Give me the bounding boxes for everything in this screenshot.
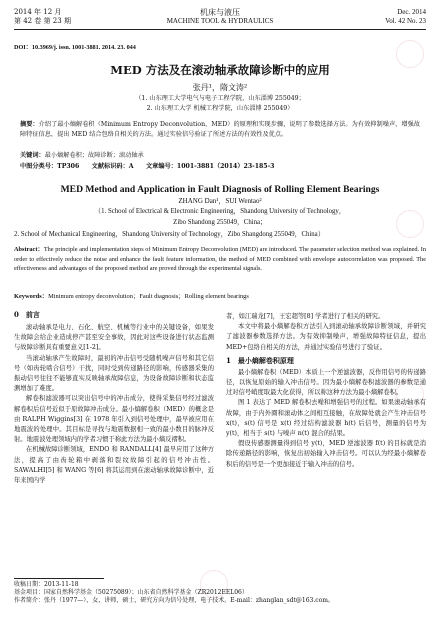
- affiliation-en-3: 2. School of Mechanical Engineering，Shandong University of Technology，Zibo Shangdong 255049，China）: [14, 231, 325, 238]
- watermark-stamp: [200, 570, 228, 598]
- footnote-rule: [14, 578, 104, 579]
- keywords-zh-label: 关键词：: [20, 152, 45, 159]
- right-para-4: 图 1 表达了 MED 解卷积去噪和增强信号的过程。如果滚动轴承有故障，由于内外圈和滚动体之间相互接触，在故障处就会产生冲击信号 x(t)，s(t) 信号是 x(t) 经过结构滤波器 h(t) 后信号，测量的信号为 y(t)，相当于 s(t) 与噪声 n(t) 混合的结果。: [226, 399, 426, 438]
- keywords-zh: [20, 152, 144, 160]
- watermark-stamp: [396, 210, 424, 238]
- keywords-en-text: Minimum entropy deconvolution；Fault diagnosis；Rolling element bearings: [48, 293, 249, 300]
- abstract-en: [14, 245, 426, 274]
- affiliation-zh-2: 2. 山东理工大学 机械工程学院，山东淄博 255049）: [146, 105, 294, 112]
- footnote-fund: 基金项目：国家自然科学基金（50275089）；山东省自然科学基金（ZR2012EEL06）: [14, 589, 248, 596]
- right-para-2: 本文中将最小熵解卷积方法引入到滚动轴承故障诊断领域，并研究了滤波器参数选择方法。为有效抑制噪声，增强故障特征信息，提出 MED+包络自相关的方法，并通过实验信号进行了验证。: [226, 323, 426, 351]
- title-en: MED Method and Application in Fault Diagnosis of Rolling Element Bearings: [60, 184, 380, 195]
- header-left: [14, 8, 71, 26]
- section-1-heading: 1 最小熵解卷积原理: [226, 355, 294, 365]
- authors-en: ZHANG Dan¹，SUI Wentao²: [178, 197, 262, 205]
- issue-date-en: Dec. 2014: [397, 8, 426, 16]
- header-center: [140, 8, 300, 26]
- abstract-zh: [20, 120, 420, 140]
- affiliation-en-2: Zibo Shandong 255049，China；: [173, 219, 267, 226]
- right-para-5: 假设传感器测量得到信号 y(t)，MED 逆滤波器 f(t) 的目标就是消除传递路径的影响，恢复出初始输入冲击信号。可以认为经最小熵解卷积后的信号是一个更加接近于输入冲击的信号。: [226, 440, 426, 468]
- watermark-stamp: [396, 40, 424, 68]
- issue-date: 2014 年 12 月: [14, 8, 62, 16]
- keywords-en-label: Keywords：: [14, 293, 49, 300]
- affiliation-en-1: （1. School of Electrical & Electronic Engineering，Shandong University of Technology，: [94, 208, 346, 215]
- watermark-stamp: [396, 380, 424, 408]
- doi: DOI：10.3969/j. issn. 1001-3881. 2014. 23. 044: [14, 44, 136, 51]
- title-zh: MED 方法及在滚动轴承故障诊断中的应用: [110, 63, 330, 77]
- header-rule: [14, 29, 426, 30]
- left-para-4: 在机械故障诊断领域，ENDO 和 RANDALL[4] 最早应用了这种方法，提高了由齿轮箱中剥落和裂纹故障引起的信号冲击性。SAWALHI[5] 和 WANG 等[6] 将其运用到在滚动轴承故障诊断中，近年来国内学: [14, 446, 214, 485]
- right-para-3: 最小熵解卷积（MED）本质上一个逆滤波器，反作用信号的传递路径，以恢复原始的输入冲击信号。因为最小熵解卷积滤波器的参数是通过对信号峭度取最大化获得，所以称这种方法为最小熵解卷积。: [226, 368, 426, 397]
- abstract-zh-text: 介绍了最小熵解卷积（Minimum Entropy Deconvolution，MED）的原理和实现步骤，说明了参数选择方法。为有效抑制噪声，增强故障特征信息，提出 MED 结合包络自相关的方法。通过实验信号验证了所述方法的有效性及优点。: [20, 121, 421, 138]
- section-0-heading: 0 前言: [14, 310, 40, 319]
- abstract-en-text: The principle and implementation steps of Minimum Entropy Deconvolution (MED) are introduced. The parameter selection method was explained. In order to effectively reduce the noise and enhance the fault feature information, the method of MED combined with envelope autocorrelation was proposed. The effectiveness and advantages of the proposed method are proved through the experimental signals.: [14, 246, 426, 273]
- journal-name-zh: 机床与液压: [200, 8, 240, 17]
- affiliation-zh-1: （1. 山东理工大学电气与电子工程学院，山东淄博 255049；: [135, 95, 305, 102]
- footnote-author: 作者简介：张丹（1977—），女，讲师，硕士，研究方向为信号处理，电子技术。E-mail：zhanglan_sdt@163.com。: [14, 597, 334, 604]
- issue-volume-en: Vol. 42 No. 23: [385, 17, 426, 25]
- left-para-3: 解卷积滤波器可以突出信号中的冲击成分，使得采集信号经过滤波解卷积后信号近似于原故障冲击成分。最小熵解卷积（MED）的概念是由 RALPH Wiggins[3] 在 1978 年引入到信号处理中，最早被应用在地震波的处理中。其目标是寻找与地震数据相一致的最小数目的脉冲反射。地震波处理领域内的学者习惯于称此方法为最小熵反褶积。: [14, 395, 214, 444]
- left-para-1: 滚动轴承是电力、石化、航空、机械等行业中的关键设备，如果发生故障会给企业造成停产甚至安全事故，因此对这些设备进行状态监测与故障诊断具有重要意义[1-2]。: [14, 324, 214, 352]
- abstract-en-label: Abstract：: [14, 246, 44, 253]
- left-para-2: 当滚动轴承产生故障时，最初的冲击信号受随机噪声信号和其它信号（如齿轮啮合信号）干扰，同时受到传递路径的影响，传感器采集的振动信号往往不能够直实反映轴承故障信息，为设备故障诊断和状态监测增加了难度。: [14, 354, 214, 393]
- abstract-zh-label: 摘要：: [20, 121, 39, 128]
- keywords-zh-text: 最小熵解卷积；故障诊断；滚动轴承: [44, 152, 144, 159]
- keywords-en: [14, 293, 249, 301]
- issue-volume: 第 42 卷 第 23 期: [14, 17, 71, 25]
- authors-zh: 张丹¹，隋文涛²: [192, 83, 248, 92]
- header-right: [385, 8, 426, 26]
- classification-line: 中图分类号：TP306 文献标识码：A 文章编号：1001-3881（2014）23-185-3: [20, 163, 275, 170]
- journal-name-en: MACHINE TOOL & HYDRAULICS: [166, 17, 274, 25]
- footnote-received: 收稿日期：2013-11-18: [14, 581, 79, 588]
- right-para-1: 者，如江瑞龙[7]，王宏超等[8] 学者进行了相关的研究。: [226, 313, 385, 320]
- left-column: [14, 310, 214, 486]
